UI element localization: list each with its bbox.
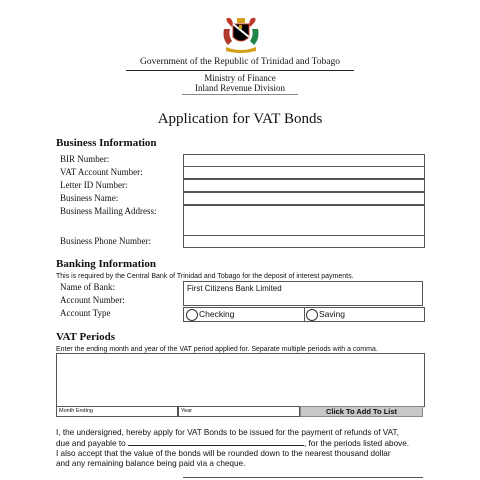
checking-radio[interactable] — [186, 309, 198, 321]
declaration-line-4: and any remaining balance being paid via a cheque. — [56, 459, 246, 468]
saving-radio[interactable] — [306, 309, 318, 321]
mailing-address-label: Business Mailing Address: — [60, 206, 157, 216]
phone-number-label: Business Phone Number: — [60, 236, 151, 246]
declaration-paragraph — [56, 428, 428, 469]
declaration-periods-text: , for the periods listed above. — [303, 439, 410, 448]
ministry-block — [0, 73, 480, 93]
division-name: Inland Revenue Division — [195, 83, 285, 93]
year-input[interactable] — [178, 406, 300, 417]
mailing-address-field[interactable] — [183, 205, 425, 236]
ministry-name: Ministry of Finance — [204, 73, 276, 83]
month-ending-input[interactable] — [56, 406, 178, 417]
bank-name-field[interactable] — [183, 281, 423, 306]
payee-blank[interactable] — [128, 438, 304, 446]
coat-of-arms-icon — [220, 15, 262, 55]
declaration-line-2 — [56, 438, 428, 449]
page-title: Application for VAT Bonds — [157, 111, 323, 127]
declaration-line-1: I, the undersigned, hereby apply for VAT Bonds to be issued for the payment of refunds of VAT, — [56, 428, 399, 437]
business-section-heading: Business Information — [56, 137, 157, 149]
government-name: Government of the Republic of Trinidad and Tobago — [140, 57, 340, 67]
header-divider — [126, 70, 354, 71]
ministry-divider — [182, 94, 298, 95]
signature-line[interactable] — [183, 477, 423, 478]
business-name-field[interactable] — [183, 192, 425, 205]
vat-periods-list[interactable] — [56, 353, 425, 407]
year-placeholder: Year — [181, 408, 193, 414]
vat-periods-note: Enter the ending month and year of the VAT period applied for. Separate multiple periods with a comma. — [56, 346, 378, 353]
radio-divider — [304, 308, 305, 321]
add-to-list-button[interactable]: Click To Add To List — [300, 406, 423, 417]
vat-periods-heading: VAT Periods — [56, 331, 115, 343]
banking-section-heading: Banking Information — [56, 258, 156, 270]
declaration-due-text: due and payable to — [56, 439, 126, 448]
banking-note: This is required by the Central Bank of Trinidad and Tobago for the deposit of interest payments. — [56, 273, 354, 280]
checking-label: Checking — [199, 309, 235, 319]
account-type-group — [183, 307, 425, 322]
bank-name-value: First Citizens Bank Limited — [187, 284, 282, 293]
saving-label: Saving — [319, 309, 345, 319]
vat-account-label: VAT Account Number: — [60, 167, 143, 177]
phone-number-field[interactable] — [183, 235, 425, 248]
vat-account-field[interactable] — [183, 166, 425, 179]
letter-id-field[interactable] — [183, 179, 425, 192]
business-name-label: Business Name: — [60, 193, 119, 203]
bank-name-label: Name of Bank: — [60, 282, 115, 292]
declaration-line-3: I also accept that the value of the bonds will be rounded down to the nearest thousand dollar — [56, 449, 391, 458]
month-ending-placeholder: Month Ending — [59, 408, 93, 414]
account-number-label: Account Number: — [60, 295, 125, 305]
account-type-label: Account Type — [60, 308, 111, 318]
bir-number-label: BIR Number: — [60, 154, 110, 164]
letter-id-label: Letter ID Number: — [60, 180, 128, 190]
